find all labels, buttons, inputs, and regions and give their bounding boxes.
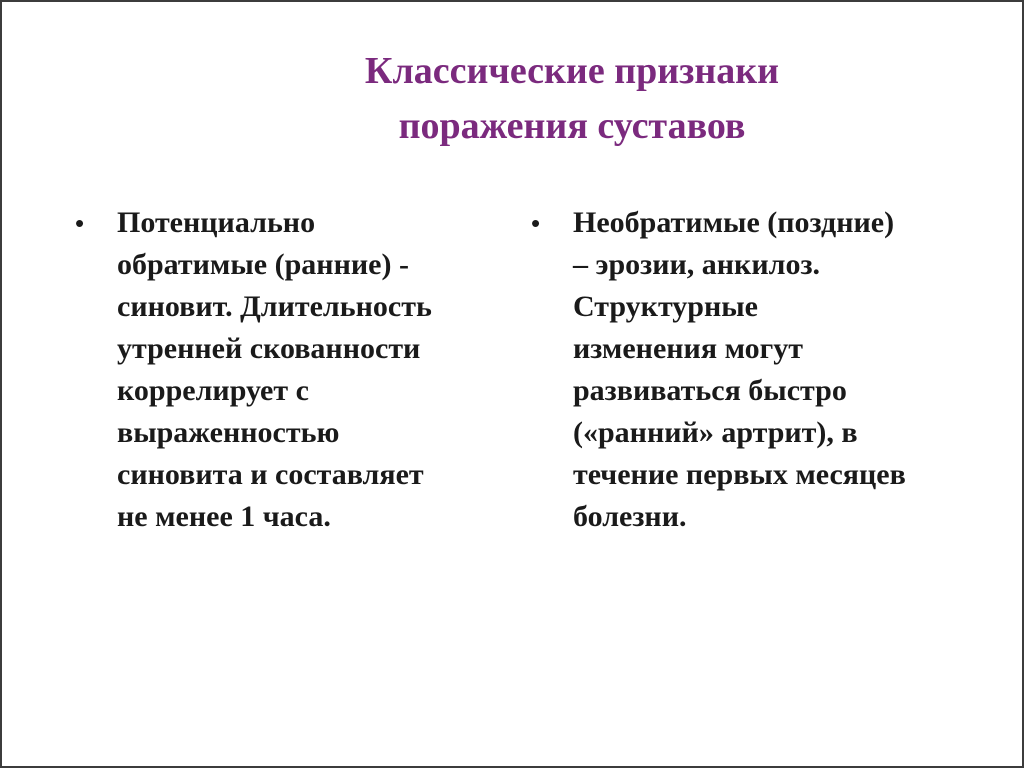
bullet-item-late-signs <box>531 202 993 538</box>
bullet-item-early-signs <box>75 202 497 538</box>
bullet-text-line: – эрозии, анкилоз. <box>573 248 821 281</box>
bullet-text-line: не менее 1 часа. <box>117 500 331 533</box>
bullet-text-line: изменения могут <box>573 332 803 365</box>
bullet-text-line: («ранний» артрит), в <box>573 416 858 449</box>
slide-title-line: поражения суставов <box>398 105 746 147</box>
slide-title-line: Классические признаки <box>364 50 780 92</box>
bullet-text-line: Необратимые (поздние) <box>573 206 895 239</box>
slide-title <box>252 44 892 154</box>
bullet-text-line: выраженностью <box>117 416 340 449</box>
bullet-icon: • <box>531 208 541 238</box>
bullet-text-line: болезни. <box>573 500 687 533</box>
bullet-text-line: Потенциально <box>117 206 316 239</box>
bullet-icon: • <box>75 208 85 238</box>
bullet-text-line: Структурные <box>573 290 758 323</box>
bullet-text-line: обратимые (ранние) - <box>117 248 409 281</box>
bullet-text-line: синовита и составляет <box>117 458 424 491</box>
bullet-text-line: коррелирует с <box>117 374 309 407</box>
bullet-text-line: развиваться быстро <box>573 374 847 407</box>
bullet-text-line: утренней скованности <box>117 332 421 365</box>
bullet-text-line: течение первых месяцев <box>573 458 906 491</box>
bullet-text-line: синовит. Длительность <box>117 290 432 323</box>
